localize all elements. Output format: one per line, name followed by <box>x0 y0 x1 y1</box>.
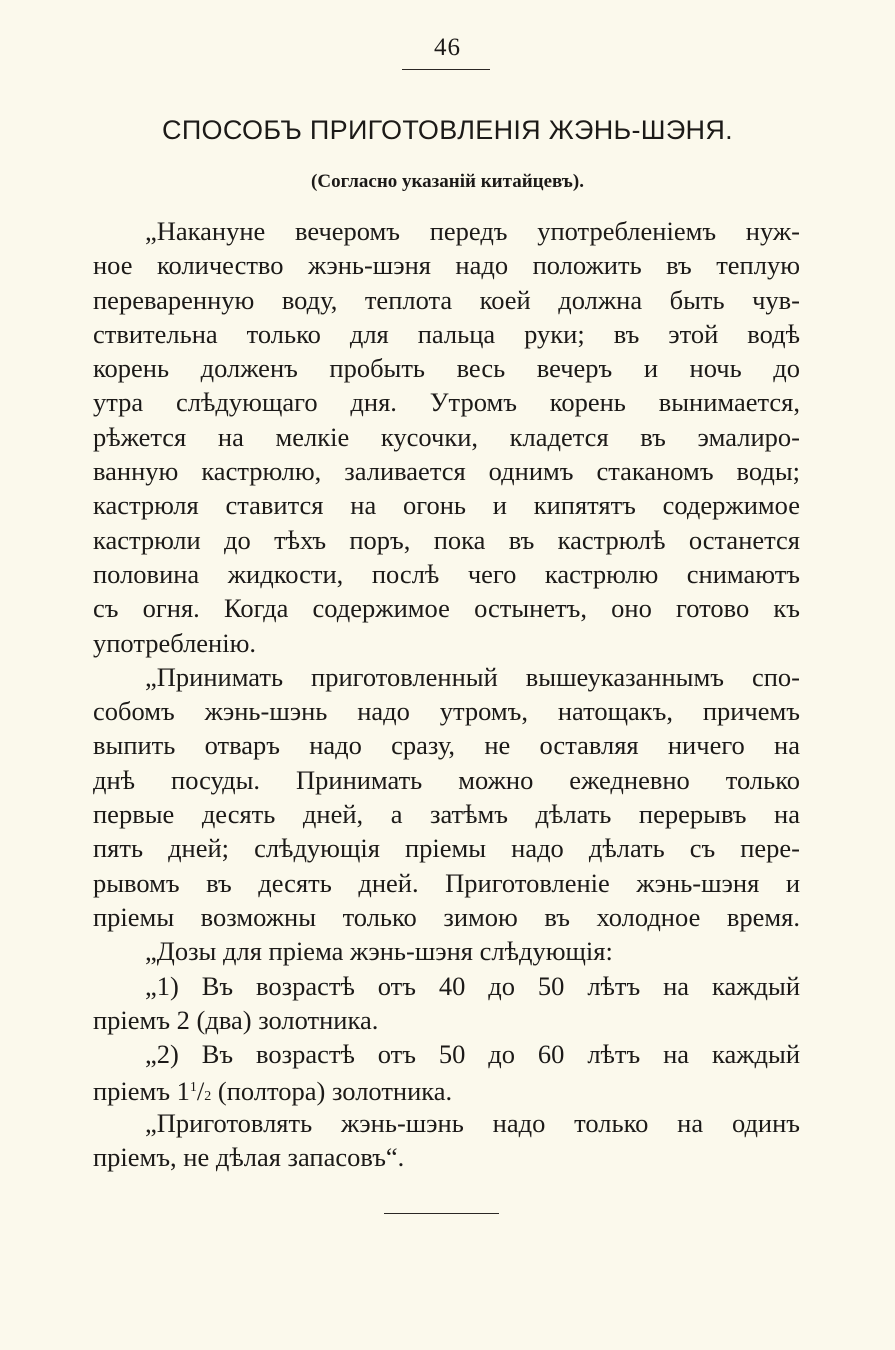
section-subtitle: (Согласно указаній китайцевъ). <box>311 171 584 192</box>
text-line: ствительна только для пальца руки; въ этой водѣ <box>93 318 800 349</box>
text-line: „2) Въ возрастѣ отъ 50 до 60 лѣтъ на каждый <box>145 1039 800 1070</box>
text-line: корень долженъ пробыть весь вечеръ и ночь до <box>93 353 800 384</box>
text-line: рывомъ въ десять дней. Приготовленіе жэнь-шэня и <box>93 867 800 898</box>
text-line: утра слѣдующаго дня. Утромъ корень вынимается, <box>93 387 800 418</box>
text-line: кастрюли до тѣхъ поръ, пока въ кастрюлѣ останется <box>93 524 800 555</box>
text-line: первые десять дней, а затѣмъ дѣлать перерывъ на <box>93 799 800 830</box>
fraction-before: пріемъ 1 <box>93 1076 190 1107</box>
text-line: употребленію. <box>93 627 257 658</box>
header-rule <box>402 69 490 70</box>
text-line: ное количество жэнь-шэня надо положить въ теплую <box>93 250 800 281</box>
text-line: „Принимать приготовленный вышеуказаннымъ спо- <box>145 661 800 692</box>
text-line: „Накануне вечеромъ передъ употребленіемъ нуж- <box>145 216 800 246</box>
body-text <box>93 214 800 1174</box>
text-line: ванную кастрюлю, заливается однимъ стаканомъ воды; <box>93 456 800 487</box>
text-line: „Приготовлять жэнь-шэнь надо только на одинъ <box>145 1107 800 1138</box>
fraction-denominator: 2 <box>204 1089 212 1105</box>
text-line: выпить отваръ надо сразу, не оставляя ничего на <box>93 730 800 761</box>
text-line-fraction <box>93 1071 800 1105</box>
text-line: собомъ жэнь-шэнь надо утромъ, натощакъ, причемъ <box>93 696 800 727</box>
end-rule <box>384 1213 499 1214</box>
text-line: пріемы возможны только зимою въ холодное время. <box>93 901 800 932</box>
text-line: рѣжется на мелкіе кусочки, кладется въ эмалиро- <box>93 421 800 452</box>
fraction-after: (полтора) золотника. <box>211 1076 453 1107</box>
page-number: 46 <box>434 34 461 61</box>
text-line: пріемъ, не дѣлая запасовъ“. <box>93 1142 405 1173</box>
fraction-slash: / <box>196 1076 205 1107</box>
section-title: СПОСОБЪ ПРИГОТОВЛЕНІЯ ЖЭНЬ-ШЭНЯ. <box>162 115 733 145</box>
text-line: пять дней; слѣдующія пріемы надо дѣлать съ пере- <box>93 833 800 864</box>
fraction-numerator: 1 <box>189 1080 197 1096</box>
text-line: днѣ посуды. Принимать можно ежедневно только <box>93 764 800 795</box>
text-line: съ огня. Когда содержимое остынетъ, оно готово къ <box>93 593 800 624</box>
text-line: „Дозы для пріема жэнь-шэня слѣдующія: <box>145 936 613 967</box>
text-line: пріемъ 2 (два) золотника. <box>93 1004 379 1035</box>
text-line: „1) Въ возрастѣ отъ 40 до 50 лѣтъ на каждый <box>145 970 800 1001</box>
text-line: половина жидкости, послѣ чего кастрюлю снимаютъ <box>93 558 800 589</box>
text-line: кастрюля ставится на огонь и кипятятъ содержимое <box>93 490 800 521</box>
text-line: переваренную воду, теплота коей должна быть чув- <box>93 284 800 315</box>
